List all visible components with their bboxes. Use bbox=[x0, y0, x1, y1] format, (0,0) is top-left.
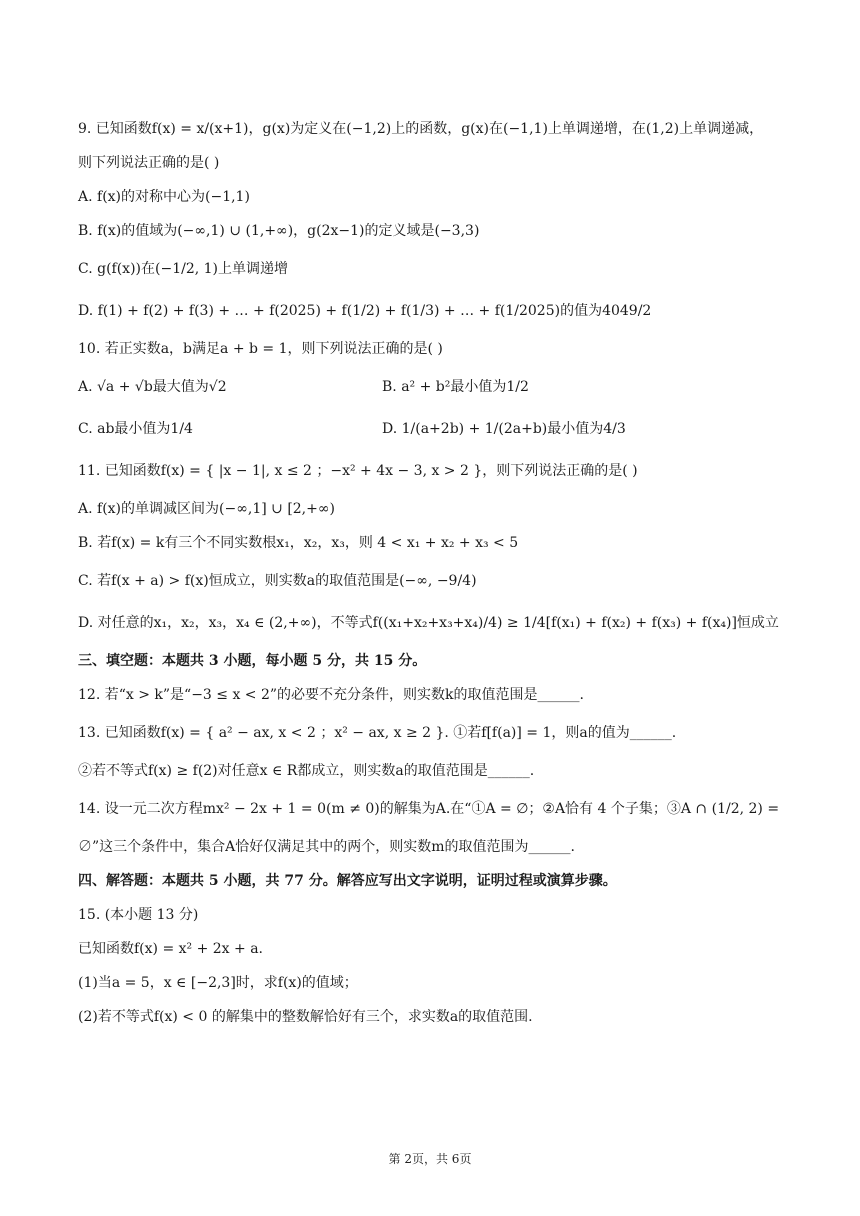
q12: 12. 若“x > k”是“−3 ≤ x < 2”的必要不充分条件，则实数k的取值范围是______. bbox=[78, 687, 584, 703]
q13-line-2: ②若不等式f(x) ≥ f(2)对任意x ∈ R都成立，则实数a的取值范围是______. bbox=[78, 763, 535, 779]
q10-stem: 10. 若正实数a，b满足a + b = 1，则下列说法正确的是( ) bbox=[78, 341, 443, 357]
q11-option-c: C. 若f(x + a) > f(x)恒成立，则实数a的取值范围是(−∞, −9/4) bbox=[78, 573, 477, 589]
q11-option-b: B. 若f(x) = k有三个不同实数根x₁，x₂，x₃，则 4 < x₁ + x₂ + x₃ < 5 bbox=[78, 535, 519, 551]
q9-option-c: C. g(f(x))在(−1/2, 1)上单调递增 bbox=[78, 261, 288, 277]
q10-option-a: A. √a + √b最大值为√2 bbox=[78, 379, 227, 395]
q15-stem: 已知函数f(x) = x² + 2x + a. bbox=[78, 941, 264, 957]
q9-option-a: A. f(x)的对称中心为(−1,1) bbox=[78, 189, 250, 205]
q11-option-d: D. 对任意的x₁，x₂，x₃，x₄ ∈ (2,+∞)，不等式f((x₁+x₂+x₃+x₄)/4) ≥ 1/4[f(x₁) + f(x₂) + f(x₃) + f(x₄)]恒成立 bbox=[78, 615, 779, 631]
q15-part-1: (1)当a = 5，x ∈ [−2,3]时，求f(x)的值域； bbox=[78, 975, 358, 991]
section-4-heading: 四、解答题：本题共 5 小题，共 77 分。解答应写出文字说明，证明过程或演算步骤。 bbox=[78, 873, 617, 889]
q9-stem-line-2: 则下列说法正确的是( ) bbox=[78, 155, 220, 171]
q9-option-b: B. f(x)的值域为(−∞,1) ∪ (1,+∞)，g(2x−1)的定义域是(−3,3) bbox=[78, 223, 480, 239]
q14-line-1: 14. 设一元二次方程mx² − 2x + 1 = 0(m ≠ 0)的解集为A.在“①A = ∅；②A恰有 4 个子集；③A ∩ (1/2, 2) = bbox=[78, 801, 780, 817]
q10-option-c: C. ab最小值为1/4 bbox=[78, 421, 193, 437]
q11-stem: 11. 已知函数f(x) = { |x − 1|, x ≤ 2 ；−x² + 4x − 3, x > 2 }，则下列说法正确的是( ) bbox=[78, 463, 638, 479]
q15-header: 15. (本小题 13 分) bbox=[78, 907, 199, 923]
q15-part-2: (2)若不等式f(x) < 0 的解集中的整数解恰好有三个，求实数a的取值范围. bbox=[78, 1009, 533, 1025]
q10-option-d: D. 1/(a+2b) + 1/(2a+b)最小值为4/3 bbox=[382, 421, 626, 437]
q9-option-d: D. f(1) + f(2) + f(3) + … + f(2025) + f(1/2) + f(1/3) + … + f(1/2025)的值为4049/2 bbox=[78, 303, 652, 319]
q10-options-row-1 bbox=[78, 366, 788, 408]
q11-option-a: A. f(x)的单调减区间为(−∞,1] ∪ [2,+∞) bbox=[78, 501, 335, 517]
section-3-heading: 三、填空题：本题共 3 小题，每小题 5 分，共 15 分。 bbox=[78, 653, 427, 669]
q10-option-b: B. a² + b²最小值为1/2 bbox=[382, 379, 529, 395]
page-footer: 第 2页，共 6页 bbox=[388, 1152, 472, 1166]
q9-stem-line-1: 9. 已知函数f(x) = x/(x+1)，g(x)为定义在(−1,2)上的函数，g(x)在(−1,1)上单调递增，在(1,2)上单调递减， bbox=[78, 121, 764, 137]
q10-options-row-2 bbox=[78, 408, 788, 450]
q14-line-2: ∅”这三个条件中，集合A恰好仅满足其中的两个，则实数m的取值范围为______. bbox=[78, 839, 575, 855]
question-list bbox=[78, 112, 788, 1034]
q13-line-1: 13. 已知函数f(x) = { a² − ax, x < 2 ；x² − ax, x ≥ 2 }. ①若f[f(a)] = 1，则a的值为______. bbox=[78, 725, 677, 741]
